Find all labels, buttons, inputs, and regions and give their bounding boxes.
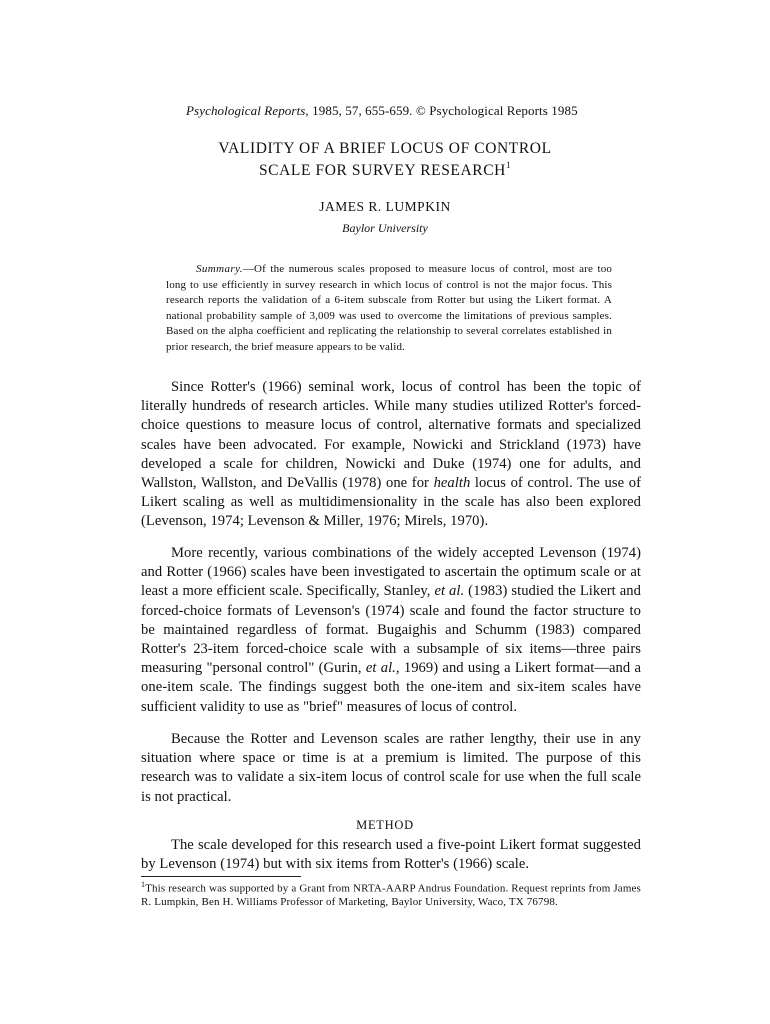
method-heading: METHOD xyxy=(356,818,414,832)
volume-pages-copyright: 1985, 57, 655-659. © Psychological Reports 1985 xyxy=(308,103,578,118)
footnote-mark: 1 xyxy=(141,880,146,889)
title-footnote-mark: 1 xyxy=(505,160,512,170)
p2-text-c: , 1969) and using a Likert format—and a one-item scale. The findings suggest both the one-item and six-item scales have sufficient validity to use as "brief" measures of locus of control. xyxy=(141,660,641,715)
footnote-text: This research was supported by a Grant from NRTA-AARP Andrus Foundation. Request reprints from James R. Lumpkin, Ben H. Williams Professor of Marketing, Baylor University, Waco, TX 76798. xyxy=(141,882,641,909)
body-paragraph-3: Because the Rotter and Levenson scales are rather lengthy, their use in any situation where space or time is at a premium is limited. The purpose of this research was to validate a six-item locus of control scale for use when the full scale is not practical. xyxy=(141,731,641,805)
p2-text-b: (1983) studied the Likert and forced-choice formats of Levenson's (1974) scale and found the factor structure to be maintained regardless of format. Bugaighis and Schumm (1983) compared Rotter's 23-item forced-choice scale with a subsample of six items—three pairs measuring "personal control" (Gurin, xyxy=(141,583,641,677)
footnote xyxy=(141,878,641,909)
article-title-line-2-text: SCALE FOR SURVEY RESEARCH xyxy=(258,162,506,179)
p1-text-b: locus of control. The use of Likert scaling as well as multidimensionality in the scale has also been explored (Levenson, 1974; Levenson & Miller, 1976; Mirels, 1970). xyxy=(141,475,641,530)
p1-emphasis-health: health xyxy=(433,475,471,492)
summary-abstract xyxy=(166,262,612,356)
body-paragraph-4: The scale developed for this research used a five-point Likert format suggested by Levenson (1974) but with six items from Rotter's (1966) scale. xyxy=(141,837,641,873)
journal-citation xyxy=(186,103,578,119)
p1-text-a: Since Rotter's (1966) seminal work, locus of control has been the topic of literally hundreds of research articles. While many studies utilized Rotter's forced-choice questions to measure locus of control, alternative formats and specialized scales have been advocated. For example, Nowicki and Strickland (1973) have developed a scale for children, Nowicki and Duke (1974) one for adults, and Wallston, Wallston, and DeVallis (1978) one for xyxy=(141,379,641,492)
summary-label: Summary. xyxy=(196,263,243,275)
author-affiliation: Baylor University xyxy=(342,221,428,235)
article-title-line-1: VALIDITY OF A BRIEF LOCUS OF CONTROL xyxy=(218,140,552,157)
journal-name: Psychological Reports, xyxy=(186,103,309,118)
body-paragraph-1 xyxy=(141,378,641,532)
p2-et-al-2: et al. xyxy=(365,660,396,677)
p2-et-al-1: et al. xyxy=(434,583,465,600)
article-title-line-2 xyxy=(0,162,770,180)
summary-text: —Of the numerous scales proposed to measure locus of control, most are too long to use efficiently in survey research in which locus of control is not the major focus. This research reports the validation of a 6-item subscale from Rotter but using the Likert format. A national probability sample of 3,009 was used to overcome the limitations of previous samples. Based on the alpha coefficient and replicating the relationship to several correlates established in prior research, the brief measure appears to be valid. xyxy=(166,263,612,353)
p2-text-a: More recently, various combinations of the widely accepted Levenson (1974) and Rotter (1966) scales have been investigated to ascertain the optimum scale or at least a more efficient scale. Specifically, Stanley, xyxy=(141,545,641,600)
author-name: JAMES R. LUMPKIN xyxy=(319,199,451,214)
footnote-divider xyxy=(141,876,301,877)
body-paragraph-2 xyxy=(141,544,641,717)
